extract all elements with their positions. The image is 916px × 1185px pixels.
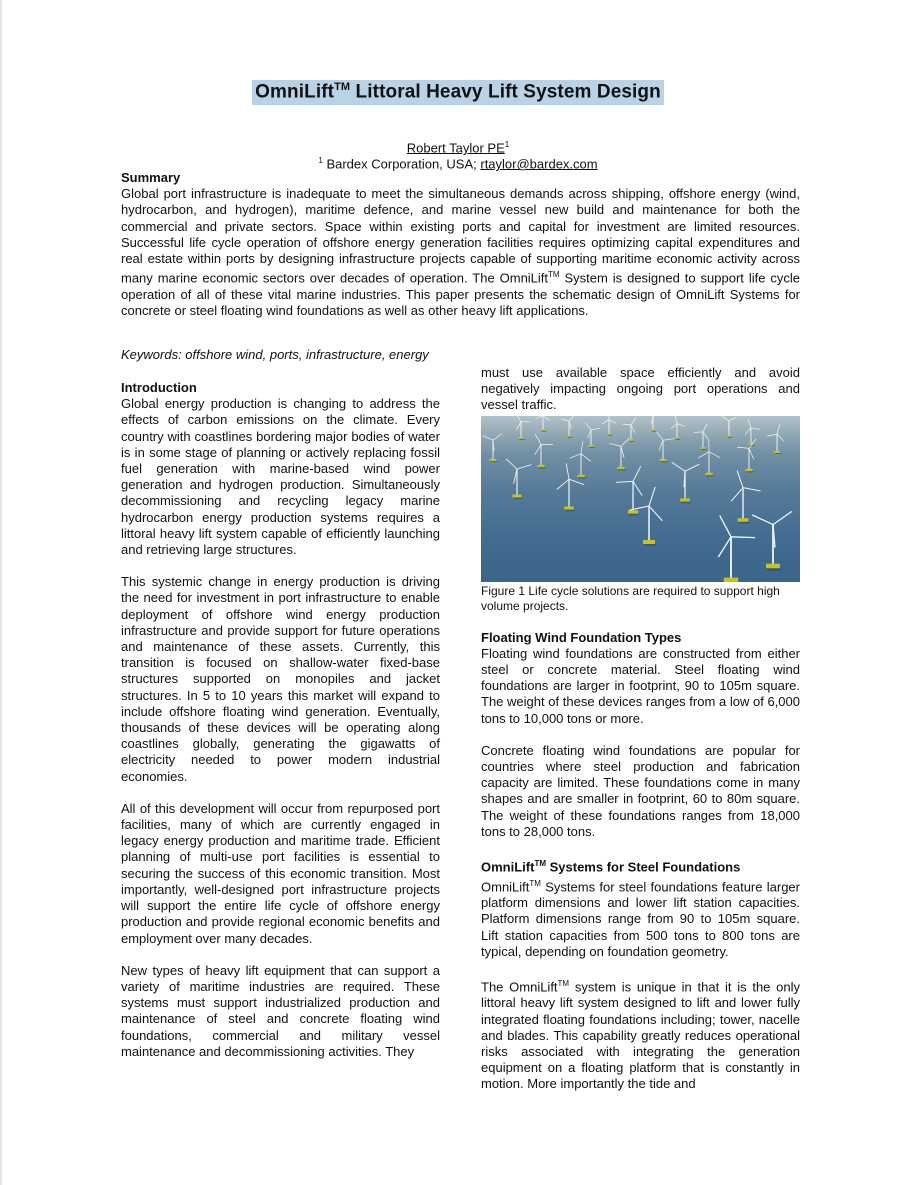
floating-wind-paragraph-2: Concrete floating wind foundations are popular for countries where steel production and fabrication capacity are limited. These foundations come in many shapes and are smaller in footprint, 60 to 80m square. The weight of these foundations ranges from 18,000 tons to 28,000 tons. [481,742,800,839]
summary-section [121,170,800,319]
paper-title [252,80,664,105]
os-p2-tm: TM [557,978,570,988]
intro-paragraph-3: All of this development will occur from repurposed port facilities, many of which are currently engaged in legacy energy production and maritime trade. Efficient planning of multi-use port facilities is essential to securing the success of this economic transition. Most importantly, well-designed port infrastructure projects will support the entire life cycle of offshore energy production and provide regional economic benefits and employment over many decades. [121,800,440,946]
wind-farm-illustration [481,416,800,582]
omnilift-steel-heading [481,856,800,876]
floating-wind-heading: Floating Wind Foundation Types [481,629,682,645]
figure-caption: Figure 1 Life cycle solutions are required to support high volume projects. [481,583,780,613]
figure-offshore-wind-farm [481,416,800,582]
keywords: Keywords: offshore wind, ports, infrastructure, energy [121,347,429,362]
summary-text-b: System is designed to support life cycle operation of all of these vital marine industries. This paper presents the schematic design of OmniLift Systems for concrete or steel floating wind foundations as well as other heavy lift applications. [121,270,800,318]
author-sup: 1 [504,140,510,149]
right-paragraph-continuation: must use available space efficiently and avoid negatively impacting ongoing port operations and vessel traffic. [481,365,800,413]
title-omnilift: OmniLift [255,81,335,103]
os-p2-a: The OmniLift [481,979,558,995]
summary-heading: Summary [121,170,181,185]
floating-wind-paragraph-1: Floating wind foundations are constructed from either steel or concrete material. Steel floating wind foundations are larger in footprint, 90 to 105m square. The weight of these devices ranges from a low of 6,000 tons to 10,000 tons or more. [481,645,800,726]
omnilift-steel-paragraph-2 [481,976,800,1093]
affil-text: Bardex Corporation, USA; [322,156,481,172]
right-column [481,365,800,1093]
affil-sup: 1 [318,156,323,165]
page-edge [0,0,2,1185]
os-heading-b: Systems for Steel Foundations [546,859,741,875]
intro-paragraph-4: New types of heavy lift equipment that can support a variety of maritime industries are required. These systems must support industrialized production and maintenance of steel and concrete floating wind foundations, commercial and military vessel maintenance and decommissioning activities. They [121,962,440,1059]
author-name: Robert Taylor PE [406,140,505,156]
omnilift-steel-paragraph-1 [481,876,800,960]
title-tm: TM [334,81,351,93]
os-p2-b: system is unique in that it is the only littoral heavy lift system designed to lift and lower fully integrated floating foundations including; tower, nacelle and blades. This capability greatly reduces operational risks associated with integrating the generation equipment on a floating platform that is constantly in motion. More importantly the tide and [481,979,800,1092]
intro-paragraph-1: Global energy production is changing to address the effects of carbon emissions on the climate. Every country with coastlines bordering major bodies of water is in some stage of planning or actively replacing fossil fuel generation with marine-based wind power generation and hydrogen production. Simultaneously decommissioning and recycling legacy marine hydrocarbon energy production systems requires a littoral heavy lift system capable of efficiently launching and retrieving large structures. [121,396,440,558]
os-heading-a: OmniLift [481,859,535,875]
intro-heading: Introduction [121,380,197,395]
os-p1-b: Systems for steel foundations feature larger platform dimensions and lower lift station capacities. Platform dimensions range from 90 to 105m square. Lift station capacities from 500 tons to 800 tons are typical, depending on foundation geometry. [481,878,800,959]
summary-paragraph [121,186,800,319]
os-p1-tm: TM [529,878,541,888]
author-email-link[interactable]: rtaylor@bardex.com [480,156,598,172]
intro-paragraph-2: This systemic change in energy production is driving the need for investment in port infrastructure to enable deployment of offshore wind energy production infrastructure and provide support for future operations and maintenance of these assets. Currently, this transition is focused on shallow-water fixed-base structures supported on monopiles and jacket structures. In 5 to 10 years this market will expand to include offshore floating wind generation. Eventually, thousands of these devices will be operating along coastlines globally, generating the gigawatts of electricity needed to power modern industrial economies. [121,574,440,784]
os-p1-a: OmniLift [481,878,530,894]
summary-tm: TM [548,270,560,280]
title-block [0,80,916,105]
summary-text-a: Global port infrastructure is inadequate to meet the simultaneous demands across shipping, offshore energy (wind, hydrocarbon, and hydrogen), maritime defence, and marine vessel new build and maintenance for both the commercial and private sectors. Space within existing ports and capital for investment are limited resources. Successful life cycle operation of offshore energy generation facilities requires optimizing capital expenditures and real estate within ports by designing infrastructure projects capable of supporting maritime economic activity across many marine economic sectors over decades of operation. The OmniLift [121,186,800,286]
os-heading-tm: TM [534,859,546,869]
title-rest: Littoral Heavy Lift System Design [350,81,661,103]
left-column [121,380,440,1060]
